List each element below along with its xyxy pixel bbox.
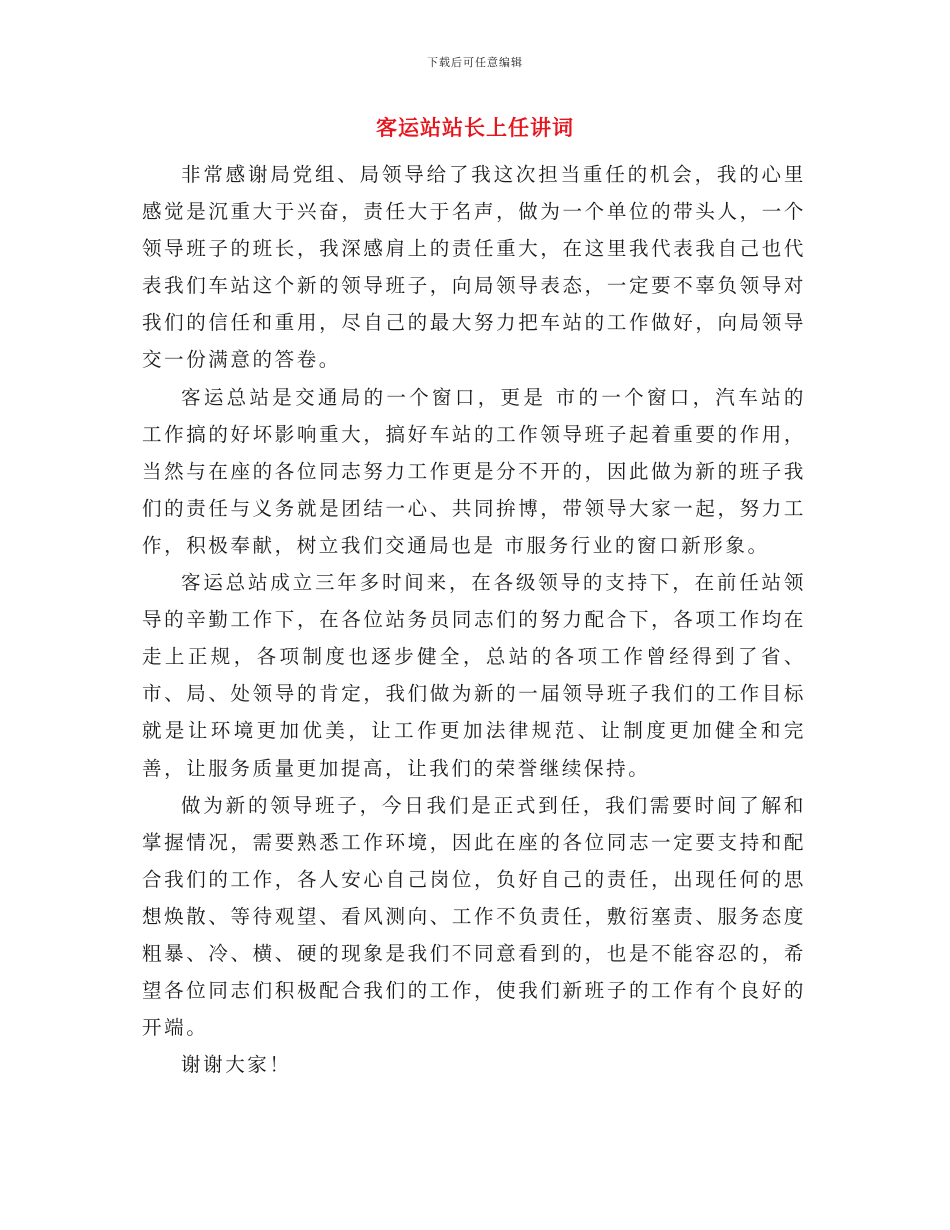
paragraph-1: 非常感谢局党组、局领导给了我这次担当重任的机会，我的心里感觉是沉重大于兴奋，责任大于名声，做为一个单位的带头人，一个领导班子的班长，我深感肩上的责任重大，在这里我代表我自己也代表我们车站这个新的领导班子，向局领导表态，一定要不辜负领导对我们的信任和重用，尽自己的最大努力把车站的工作做好，向局领导交一份满意的答卷。: [142, 163, 806, 372]
paragraph-2: 客运总站是交通局的一个窗口，更是 市的一个窗口，汽车站的工作搞的好坏影响重大，搞好车站的工作领导班子起着重要的作用，当然与在座的各位同志努力工作更是分不开的，因此做为新的班子我们的责任与义务就是团结一心、共同拚博，带领导大家一起，努力工作，积极奉献，树立我们交通局也是 市服务行业的窗口新形象。: [142, 385, 806, 557]
document-body: [142, 156, 806, 1083]
header-note: 下载后可任意编辑: [427, 56, 523, 69]
document-title: 客运站站长上任讲词: [376, 115, 574, 140]
closing-line: 谢谢大家！: [181, 1053, 292, 1077]
paragraph-4: 做为新的领导班子，今日我们是正式到任，我们需要时间了解和掌握情况，需要熟悉工作环境，因此在座的各位同志一定要支持和配合我们的工作，各人安心自己岗位，负好自己的责任，出现任何的思想焕散、等待观望、看风测向、工作不负责任，敷衍塞责、服务态度粗暴、冷、横、硬的现象是我们不同意看到的，也是不能容忍的，希望各位同志们积极配合我们的工作，使我们新班子的工作有个良好的开端。: [142, 793, 806, 1040]
paragraph-3: 客运总站成立三年多时间来，在各级领导的支持下，在前任站领导的辛勤工作下，在各位站务员同志们的努力配合下，各项工作均在走上正规，各项制度也逐步健全，总站的各项工作曾经得到了省、市、局、处领导的肯定，我们做为新的一届领导班子我们的工作目标就是让环境更加优美，让工作更加法律规范、让制度更加健全和完善，让服务质量更加提高，让我们的荣誉继续保持。: [142, 571, 806, 780]
